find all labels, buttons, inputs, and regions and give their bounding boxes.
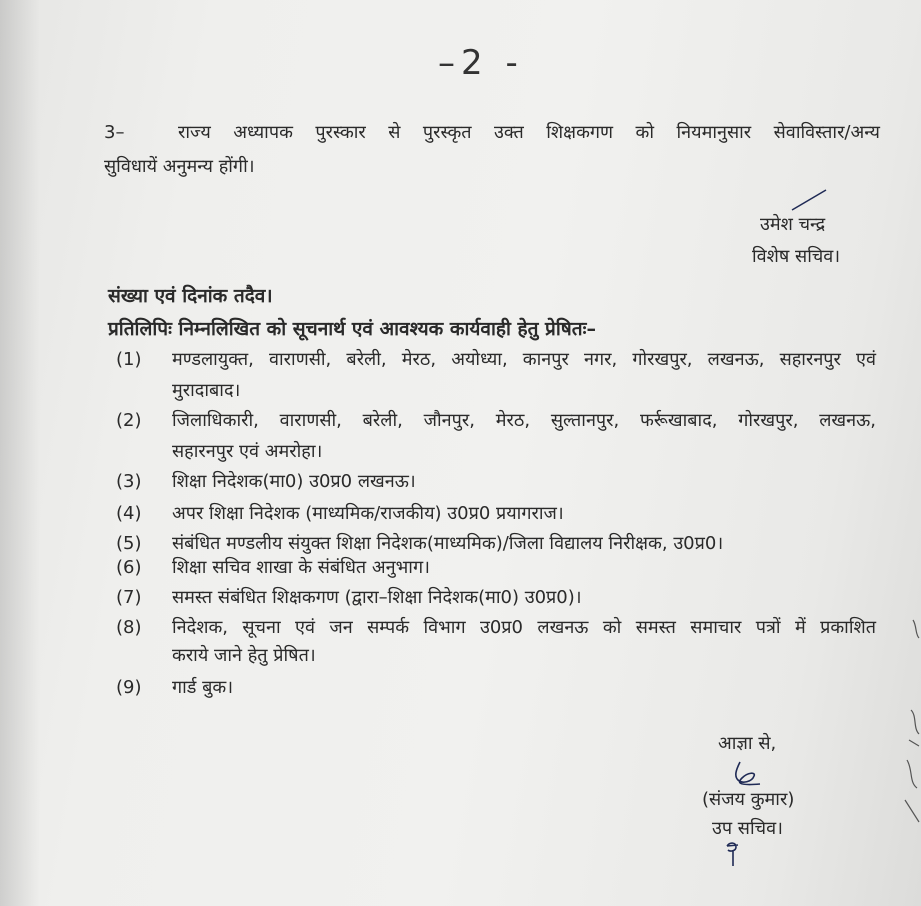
margin-scribbles: [893, 600, 921, 830]
copy-item-number: (4): [116, 503, 142, 524]
by-order-line: आज्ञा से,: [718, 733, 777, 754]
copy-item-number: (9): [116, 677, 142, 698]
signature-mark-1: [790, 188, 830, 212]
copy-item-line: समस्त संबंधित शिक्षकगण (द्वारा–शिक्षा निदेशक(मा0) उ0प्र0)।: [172, 587, 582, 608]
paragraph-3-number: 3–: [104, 122, 125, 143]
copy-item-number: (1): [116, 349, 142, 370]
copy-item-line: निदेशक, सूचना एवं जन सम्पर्क विभाग उ0प्र0 लखनऊ को समस्त समाचार पत्रों में प्रकाशित: [172, 617, 876, 638]
copy-item-number: (6): [116, 557, 142, 578]
copy-item-number: (8): [116, 617, 142, 638]
copy-item-line: संबंधित मण्डलीय संयुक्त शिक्षा निदेशक(माध्यमिक)/जिला विद्यालय निरीक्षक, उ0प्र0।: [172, 533, 724, 554]
page-number: –2 -: [438, 43, 524, 83]
signatory-1-designation: विशेष सचिव।: [752, 246, 841, 267]
copy-item-number: (3): [116, 471, 142, 492]
page-edge-shadow: [0, 0, 40, 906]
copy-item-line: सहारनपुर एवं अमरोहा।: [172, 441, 323, 462]
copy-item-line: मुरादाबाद।: [172, 380, 241, 401]
paragraph-3-line-2: सुविधायें अनुमन्य होंगी।: [104, 156, 255, 177]
copy-item-line: शिक्षा निदेशक(मा0) उ0प्र0 लखनऊ।: [172, 471, 416, 492]
copy-item-line: गार्ड बुक।: [172, 677, 234, 698]
copy-item-line: जिलाधिकारी, वाराणसी, बरेली, जौनपुर, मेरठ, सुल्तानपुर, फर्रूखाबाद, गोरखपुर, लखनऊ,: [172, 410, 876, 431]
reference-line: संख्या एवं दिनांक तदैव।: [108, 285, 273, 307]
copy-item-number: (2): [116, 410, 142, 431]
paragraph-3-line-1: राज्य अध्यापक पुरस्कार से पुरस्कृत उक्त शिक्षकगण को नियमानुसार सेवाविस्तार/अन्य: [178, 122, 880, 143]
copy-item-number: (7): [116, 587, 142, 608]
ink-initial-mark: [724, 840, 740, 868]
signature-mark-2: [730, 760, 762, 790]
copy-item-line: अपर शिक्षा निदेशक (माध्यमिक/राजकीय) उ0प्र0 प्रयागराज।: [172, 503, 564, 524]
signatory-2-designation: उप सचिव।: [712, 818, 783, 839]
signatory-2-name: (संजय कुमार): [702, 789, 795, 810]
copy-item-line: मण्डलायुक्त, वाराणसी, बरेली, मेरठ, अयोध्या, कानपुर नगर, गोरखपुर, लखनऊ, सहारनपुर एवं: [172, 349, 876, 370]
copy-item-number: (5): [116, 533, 142, 554]
signatory-1-name: उमेश चन्द्र: [760, 214, 826, 235]
copy-item-line: शिक्षा सचिव शाखा के संबंधित अनुभाग।: [172, 557, 430, 578]
copy-item-line: कराये जाने हेतु प्रेषित।: [172, 645, 316, 666]
copy-heading: प्रतिलिपिः निम्नलिखित को सूचनार्थ एवं आवश्यक कार्यवाही हेतु प्रेषितः–: [108, 318, 596, 340]
